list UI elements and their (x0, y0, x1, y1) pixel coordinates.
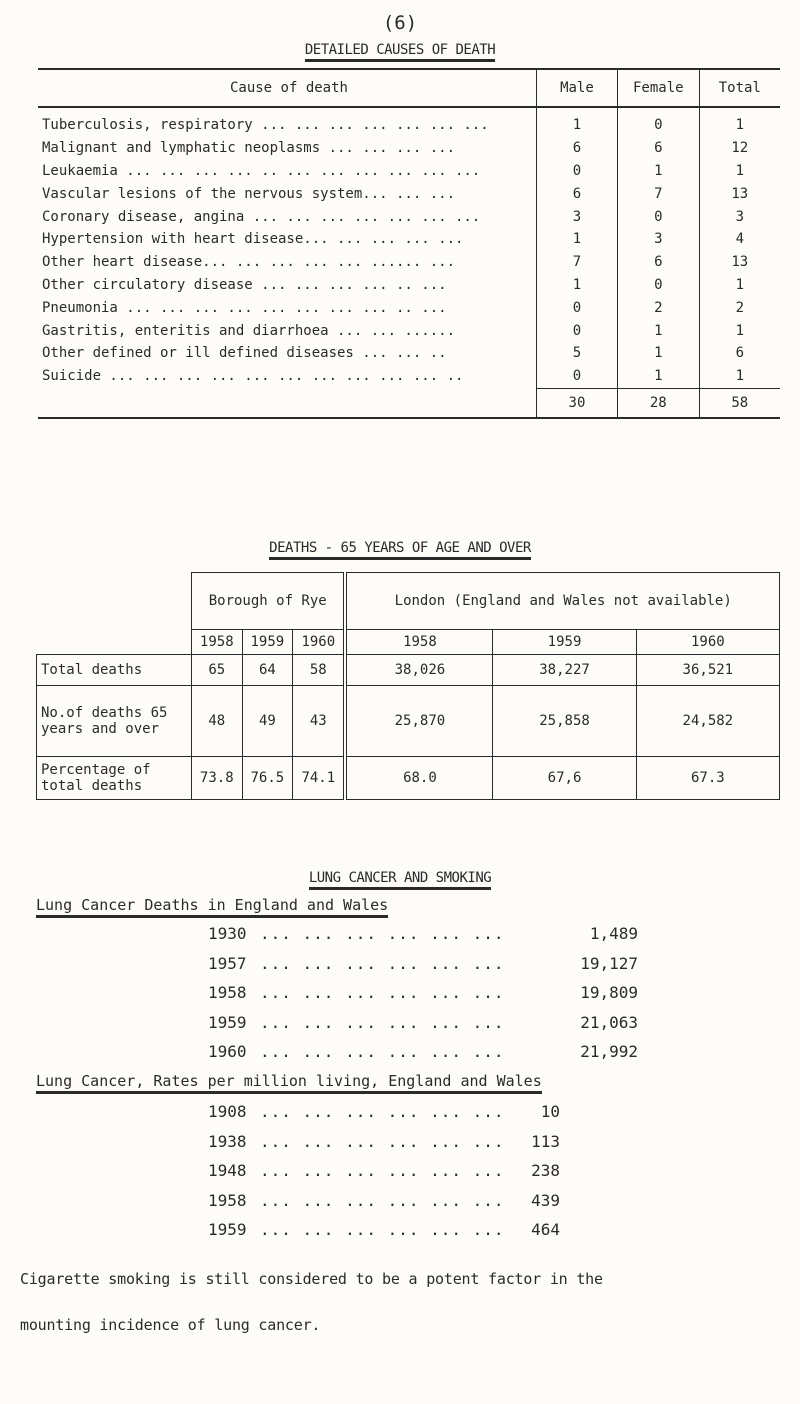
table-row (38, 205, 780, 228)
male-cell (536, 296, 617, 319)
table-row (38, 365, 780, 388)
causes-header-row (38, 69, 780, 107)
cause-cell (38, 319, 536, 342)
female-cell (617, 160, 699, 183)
group-header-rye: Borough of Rye (192, 573, 346, 630)
cell-value: 64 (242, 655, 293, 686)
year-header-london-1958: 1958 (345, 630, 492, 655)
table-row (38, 107, 780, 137)
cell-value: 67.3 (636, 757, 779, 800)
total-cell-text: 1 (735, 276, 745, 293)
cell-value: 25,870 (345, 686, 492, 757)
female-cell-text: 1 (654, 322, 663, 339)
female-cell-text: 0 (654, 117, 663, 134)
leader-dots: ... ... ... ... ... ... (260, 924, 505, 943)
female-cell (617, 107, 699, 137)
leader-dots: ... ... ... ... ... ... (260, 1102, 505, 1121)
list-year: 1958 (208, 983, 247, 1002)
cell-value: 76.5 (242, 757, 293, 800)
male-cell-text: 5 (572, 345, 582, 362)
list-year: 1957 (208, 953, 247, 973)
male-cell-text: 0 (572, 299, 582, 316)
list-year: 1930 (208, 924, 247, 943)
cause-cell-text: Other heart disease... ... ... ... ... ...... ... (42, 254, 456, 271)
cell-value: 24,582 (636, 686, 779, 757)
deaths-65-corner (37, 573, 192, 655)
leader-dots: ... ... ... ... ... ... (260, 953, 505, 973)
paragraph-line-1: Cigarette smoking is still considered to be a potent factor in the (20, 1270, 603, 1288)
year-header-rye-1960: 1960 (293, 630, 346, 655)
total-cell (699, 342, 780, 365)
cause-cell (38, 274, 536, 297)
leader-dots: ... ... ... ... ... ... (260, 1161, 505, 1180)
female-cell-text: 3 (654, 231, 663, 248)
cause-cell-text: Gastritis, enteritis and diarrhoea ... ... ...... (42, 322, 456, 339)
female-cell (617, 365, 699, 388)
list-value: 19,809 (580, 983, 638, 1002)
deaths-65-table (36, 572, 780, 800)
leader-dots: ... ... ... ... ... ... (260, 1190, 505, 1210)
table-row (38, 319, 780, 342)
male-cell (536, 137, 617, 160)
list-year: 1908 (208, 1102, 247, 1121)
cell-value: 48 (192, 686, 243, 757)
list-value: 113 (531, 1131, 560, 1151)
male-cell (536, 342, 617, 365)
cell-value: 43 (293, 686, 346, 757)
total-cell (699, 160, 780, 183)
table-row (38, 274, 780, 297)
male-cell-text: 0 (572, 368, 582, 385)
total-cell (699, 228, 780, 251)
female-cell-text: 2 (654, 299, 663, 316)
list-value: 464 (531, 1220, 560, 1239)
male-cell (536, 228, 617, 251)
total-cell (699, 205, 780, 228)
male-cell-text: 0 (572, 162, 582, 179)
male-cell (536, 365, 617, 388)
total-female: 28 (617, 388, 699, 418)
total-cell-text: 6 (735, 345, 745, 362)
list-year: 1959 (208, 1220, 247, 1239)
female-cell (617, 205, 699, 228)
column-header-cause: Cause of death (38, 69, 536, 107)
female-cell (617, 182, 699, 205)
lung-cancer-rates-list (208, 1102, 638, 1250)
cause-cell-text: Malignant and lymphatic neoplasms ... ... ... ... (42, 140, 456, 157)
total-cell-text: 13 (731, 185, 749, 202)
deaths-65-heading-text: DEATHS - 65 YEARS OF AGE AND OVER (269, 540, 531, 560)
total-cell-text: 13 (731, 254, 749, 271)
leader-dots: ... ... ... ... ... ... (260, 1012, 505, 1032)
year-header-london-1959: 1959 (493, 630, 636, 655)
total-cell-text: 1 (735, 368, 745, 385)
list-year: 1938 (208, 1131, 247, 1151)
table-row (38, 182, 780, 205)
year-header-rye-1959: 1959 (242, 630, 293, 655)
deaths-65-heading (0, 540, 800, 556)
female-cell (617, 228, 699, 251)
cell-value: 36,521 (636, 655, 779, 686)
table-row (38, 137, 780, 160)
male-cell-text: 6 (572, 140, 582, 157)
list-item (208, 1013, 638, 1043)
lung-cancer-deaths-title-text: Lung Cancer Deaths in England and Wales (36, 896, 388, 918)
lung-cancer-deaths-title (36, 896, 388, 914)
female-cell-text: 0 (654, 208, 663, 225)
table-row (37, 655, 780, 686)
list-value: 21,992 (580, 1042, 638, 1061)
causes-of-death-table (38, 68, 780, 419)
male-cell (536, 274, 617, 297)
table-row (38, 160, 780, 183)
total-cell (699, 365, 780, 388)
cause-cell-text: Tuberculosis, respiratory ... ... ... ... ... ... ... (42, 117, 489, 134)
total-cell-text: 12 (731, 140, 749, 157)
leader-dots: ... ... ... ... ... ... (260, 1042, 505, 1061)
lung-cancer-heading-text: LUNG CANCER AND SMOKING (309, 870, 491, 890)
list-year: 1960 (208, 1042, 247, 1061)
year-header-rye-1958: 1958 (192, 630, 243, 655)
list-item (208, 1042, 638, 1072)
total-cell (699, 137, 780, 160)
lung-cancer-heading (0, 870, 800, 886)
list-year: 1959 (208, 1012, 247, 1032)
male-cell-text: 3 (572, 208, 582, 225)
list-value: 10 (540, 1102, 560, 1121)
total-cell (699, 251, 780, 274)
male-cell-text: 1 (572, 117, 582, 134)
cause-cell-text: Other defined or ill defined diseases ... ... .. (42, 345, 447, 362)
male-cell (536, 205, 617, 228)
column-header-total: Total (699, 69, 780, 107)
female-cell (617, 296, 699, 319)
female-cell (617, 137, 699, 160)
group-header-london: London (England and Wales not available) (345, 573, 779, 630)
table-row (38, 228, 780, 251)
cause-cell-text: Pneumonia ... ... ... ... ... ... ... ... .. ... (42, 299, 447, 316)
female-cell (617, 319, 699, 342)
cell-value: 38,026 (345, 655, 492, 686)
male-cell (536, 107, 617, 137)
column-header-male: Male (536, 69, 617, 107)
cause-cell (38, 296, 536, 319)
total-total: 58 (699, 388, 780, 418)
male-cell-text: 7 (572, 254, 582, 271)
total-cell (699, 107, 780, 137)
row-label-percentage: Percentage of total deaths (37, 757, 192, 800)
list-value: 19,127 (580, 953, 638, 973)
leader-dots: ... ... ... ... ... ... (260, 1220, 505, 1239)
list-value: 21,063 (580, 1012, 638, 1032)
female-cell (617, 342, 699, 365)
column-header-female: Female (617, 69, 699, 107)
list-year: 1948 (208, 1161, 247, 1180)
total-cell (699, 182, 780, 205)
cause-cell (38, 137, 536, 160)
total-cell-text: 1 (735, 322, 745, 339)
total-cell-text: 1 (735, 162, 745, 179)
female-cell-text: 1 (654, 368, 663, 385)
cell-value: 49 (242, 686, 293, 757)
male-cell-text: 0 (572, 322, 582, 339)
causes-table-body (38, 107, 780, 388)
cause-cell (38, 365, 536, 388)
list-value: 238 (531, 1161, 560, 1180)
cell-value: 58 (293, 655, 346, 686)
page-number: (6) (382, 12, 418, 34)
cause-cell (38, 205, 536, 228)
lung-cancer-deaths-list (208, 924, 638, 1072)
leader-dots: ... ... ... ... ... ... (260, 983, 505, 1002)
cell-value: 73.8 (192, 757, 243, 800)
leader-dots: ... ... ... ... ... ... (260, 1131, 505, 1151)
female-cell-text: 1 (654, 345, 663, 362)
causes-totals-row (38, 388, 780, 418)
list-item (208, 954, 638, 984)
cause-cell (38, 107, 536, 137)
row-label-deaths-65-over: No.of deaths 65 years and over (37, 686, 192, 757)
total-cell-text: 4 (735, 231, 745, 248)
cause-cell-text: Vascular lesions of the nervous system... ... ... (42, 185, 456, 202)
female-cell-text: 0 (654, 276, 663, 293)
cell-value: 67,6 (493, 757, 636, 800)
male-cell-text: 1 (572, 231, 582, 248)
list-item (208, 924, 638, 954)
female-cell-text: 1 (654, 162, 663, 179)
cell-value: 74.1 (293, 757, 346, 800)
male-cell (536, 160, 617, 183)
cause-cell-text: Suicide ... ... ... ... ... ... ... ... ... ... .. (42, 368, 464, 385)
lung-cancer-rates-title (36, 1072, 542, 1090)
cell-value: 25,858 (493, 686, 636, 757)
female-cell (617, 274, 699, 297)
detailed-causes-heading-text: DETAILED CAUSES OF DEATH (305, 42, 495, 62)
female-cell (617, 251, 699, 274)
cause-cell-text: Other circulatory disease ... ... ... ... .. ... (42, 276, 447, 293)
male-cell (536, 251, 617, 274)
total-cell (699, 274, 780, 297)
table-row (38, 296, 780, 319)
list-item (208, 983, 638, 1013)
cause-cell (38, 182, 536, 205)
female-cell-text: 6 (654, 140, 663, 157)
male-cell (536, 182, 617, 205)
total-cell (699, 319, 780, 342)
cause-cell (38, 342, 536, 365)
male-cell-text: 1 (572, 276, 582, 293)
total-cell-text: 2 (735, 299, 745, 316)
row-label-total-deaths: Total deaths (37, 655, 192, 686)
total-male: 30 (536, 388, 617, 418)
table-row (38, 251, 780, 274)
male-cell (536, 319, 617, 342)
year-header-london-1960: 1960 (636, 630, 779, 655)
table-row (37, 686, 780, 757)
list-item (208, 1132, 638, 1162)
paragraph-line-2: mounting incidence of lung cancer. (20, 1316, 321, 1334)
cause-cell-text: Hypertension with heart disease... ... ... ... ... (42, 231, 464, 248)
male-cell-text: 6 (572, 185, 582, 202)
table-row (37, 757, 780, 800)
list-year: 1958 (208, 1190, 247, 1210)
lung-cancer-rates-title-text: Lung Cancer, Rates per million living, England and Wales (36, 1072, 542, 1094)
cause-cell (38, 251, 536, 274)
cell-value: 65 (192, 655, 243, 686)
list-item (208, 1191, 638, 1221)
total-cell-text: 1 (735, 117, 745, 134)
female-cell-text: 7 (654, 185, 663, 202)
totals-label-cell (38, 388, 536, 418)
cell-value: 68.0 (345, 757, 492, 800)
list-item (208, 1161, 638, 1191)
list-value: 439 (531, 1190, 560, 1210)
list-item (208, 1220, 638, 1250)
list-value: 1,489 (589, 924, 638, 943)
cause-cell (38, 228, 536, 251)
female-cell-text: 6 (654, 254, 663, 271)
cell-value: 38,227 (493, 655, 636, 686)
detailed-causes-heading (0, 42, 800, 58)
total-cell (699, 296, 780, 319)
cause-cell-text: Leukaemia ... ... ... ... .. ... ... ... ... ... ... (42, 162, 481, 179)
list-item (208, 1102, 638, 1132)
table-row (38, 342, 780, 365)
cause-cell (38, 160, 536, 183)
cause-cell-text: Coronary disease, angina ... ... ... ... ... ... ... (42, 208, 481, 225)
total-cell-text: 3 (735, 208, 745, 225)
